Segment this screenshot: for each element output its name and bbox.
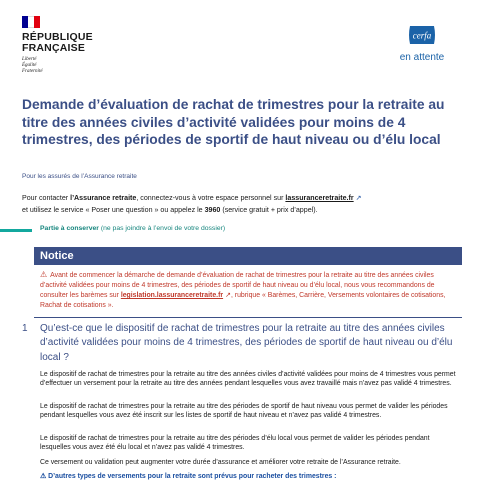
info-icon: ⚠ <box>40 473 49 480</box>
question-number: 1 <box>22 323 28 334</box>
french-flag-icon <box>22 16 40 28</box>
cerfa-logo-icon <box>406 24 438 46</box>
keep-section-marker <box>0 229 32 232</box>
external-link-icon: ↗ <box>355 195 362 202</box>
contact-info <box>22 193 462 215</box>
other-versements-line <box>40 472 460 480</box>
notice-heading: Notice <box>34 247 462 265</box>
republic-name-line2: FRANÇAISE <box>22 42 86 54</box>
warning-text: Avant de commencer la démarche de demande d’évaluation de rachat de trimestres pour la retraite au titre des années civiles d’activité validées pour moins de 4 trimestres, des périodes de sportif de haut niveau ou d’élu local, nous vous recommandons de consulter les barèmes sur <box>40 272 435 299</box>
contact-text-2: , connectez-vous à votre espace personnel sur <box>136 194 286 202</box>
motto-egalite: Égalité <box>22 63 37 68</box>
contact-org: l’Assurance retraite <box>70 194 137 202</box>
contact-phone: 3960 <box>204 205 221 214</box>
question-divider <box>34 317 462 318</box>
form-title: Demande d’évaluation de rachat de trimestres pour la retraite au titre des années civiles d’activité validées pour moins de 4 trimestres, des périodes de sportif de haut niveau ou d’élu local <box>22 97 445 147</box>
paragraph-elu-local: Le dispositif de rachat de trimestres pour la retraite au titre des périodes d’élu local vous permet de valider les périodes pendant lesquelles vous avez été élu local et n’avez pas validé 4 trimestres. <box>40 435 430 452</box>
legislation-link[interactable]: legislation.lassuranceretraite.fr <box>120 292 224 299</box>
paragraph-sportif: Le dispositif de rachat de trimestres pour la retraite au titre des périodes de sportif de haut niveau vous permet de valider les périodes pendant lesquelles vous avez été inscrit sur les listes de sportif de haut niveau et n’avez pas validé 4 trimestres. <box>40 403 448 420</box>
contact-text-1: Pour contacter <box>22 194 71 202</box>
external-link-icon: ↗ <box>225 292 231 299</box>
question-title: Qu’est-ce que le dispositif de rachat de trimestres pour la retraite au titre des années civiles d’activité validées pour moins de 4 trimestres, des périodes de sportif de haut niveau ou d’élu local ? <box>40 323 453 363</box>
republic-name-line1: RÉPUBLIQUE <box>22 31 93 43</box>
website-link[interactable]: lassuranceretraite.fr <box>285 194 354 202</box>
paragraph-rachat-annees: Le dispositif de rachat de trimestres pour la retraite au titre des années civiles d’activité validées pour moins de 4 trimestres vous permet d’effectuer un versement pour la retraite au titre des années pendant lesquelles vous avez travaillé mais n’avez pas validé 4 trimestres. <box>40 371 456 388</box>
svg-text:cerfa: cerfa <box>412 30 432 41</box>
contact-text-3: et utilisez le service « Poser une question » ou appelez le <box>22 205 205 214</box>
warning-icon: ⚠ <box>40 270 48 279</box>
motto-liberte: Liberté <box>22 57 37 62</box>
keep-note: (ne pas joindre à l’envoi de votre dossier) <box>98 225 226 232</box>
contact-text-4: (service gratuit + prix d’appel). <box>220 205 318 214</box>
keep-label: Partie à conserver <box>40 225 99 232</box>
cerfa-status: en attente <box>399 52 445 63</box>
page-header <box>22 16 462 86</box>
paragraph-effet: Ce versement ou validation peut augmenter votre durée d’assurance et améliorer votre retraite de l’Assurance retraite. <box>40 459 401 466</box>
keep-section-label <box>40 225 225 232</box>
cerfa-block <box>390 24 454 63</box>
form-subtitle: Pour les assurés de l’Assurance retraite <box>22 173 137 180</box>
other-versements-text: D’autres types de versements pour la retraite sont prévus pour racheter des trimestres : <box>48 473 337 480</box>
motto-fraternite: Fraternité <box>22 69 43 74</box>
warning-text-2: rubrique « Barèmes, Carrière, Versements volontaires de cotisations, Rachat de cotisations ». <box>40 292 446 309</box>
notice-warning: ⚠ Avant de commencer la démarche de demande d’évaluation de rachat de trimestres pour la retraite au titre des années civiles d’activité validées pour moins de 4 trimestres, des périodes de sportif de haut niveau ou d’élu local, nous vous recommandons de consulter les barèmes sur legislation.lassuranceretraite.fr ↗, rubrique « Barèmes, Carrière, Versements volontaires de cotisations, Rachat de cotisations ». <box>40 270 446 309</box>
